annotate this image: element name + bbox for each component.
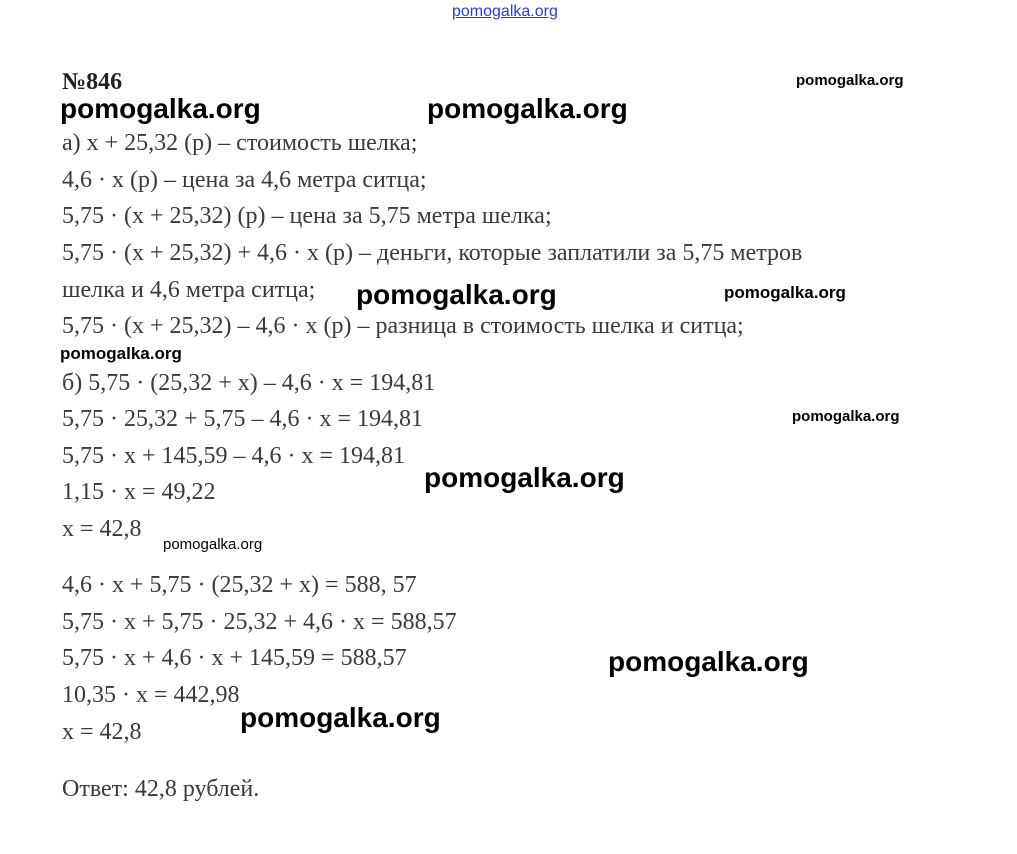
solution-line: 5,75 · (x + 25,32) + 4,6 · x (р) – деньги, которые заплатили за 5,75 метров [62,240,803,266]
watermark: pomogalka.org [60,344,182,363]
watermark: pomogalka.org [356,279,557,310]
solution-line: 10,35 · x = 442,98 [62,682,240,708]
solution-line: 5,75 · x + 145,59 – 4,6 · x = 194,81 [62,443,406,469]
watermark: pomogalka.org [240,702,441,733]
solution-line: 5,75 · (x + 25,32) – 4,6 · x (р) – разница в стоимость шелка и ситца; [62,313,744,339]
solution-line: 5,75 · x + 4,6 · x + 145,59 = 588,57 [62,645,407,671]
solution-line: а) x + 25,32 (р) – стоимость шелка; [62,130,418,156]
watermark: pomogalka.org [427,93,628,124]
watermark: pomogalka.org [608,646,809,677]
solution-line: шелка и 4,6 метра ситца; [62,277,316,303]
solution-line: 5,75 · (x + 25,32) (р) – цена за 5,75 метра шелка; [62,203,552,229]
solution-line: 5,75 · x + 5,75 · 25,32 + 4,6 · x = 588,57 [62,609,457,635]
solution-line: 4,6 · x (р) – цена за 4,6 метра ситца; [62,167,427,193]
watermark: pomogalka.org [60,93,261,124]
solution-line: 4,6 · x + 5,75 · (25,32 + x) = 588, 57 [62,572,417,598]
watermark: pomogalka.org [796,72,904,89]
watermark: pomogalka.org [792,408,900,425]
answer-line: Ответ: 42,8 рублей. [62,776,260,802]
solution-line: 1,15 · x = 49,22 [62,479,216,505]
header-link[interactable]: pomogalka.org [452,3,558,20]
watermark: pomogalka.org [724,283,846,302]
solution-line: x = 42,8 [62,516,142,542]
watermark: pomogalka.org [424,462,625,493]
solution-line: б) 5,75 · (25,32 + x) – 4,6 · x = 194,81 [62,370,436,396]
problem-title: №846 [62,69,123,95]
solution-line: x = 42,8 [62,719,142,745]
watermark: pomogalka.org [163,536,263,553]
solution-line: 5,75 · 25,32 + 5,75 – 4,6 · x = 194,81 [62,406,424,432]
